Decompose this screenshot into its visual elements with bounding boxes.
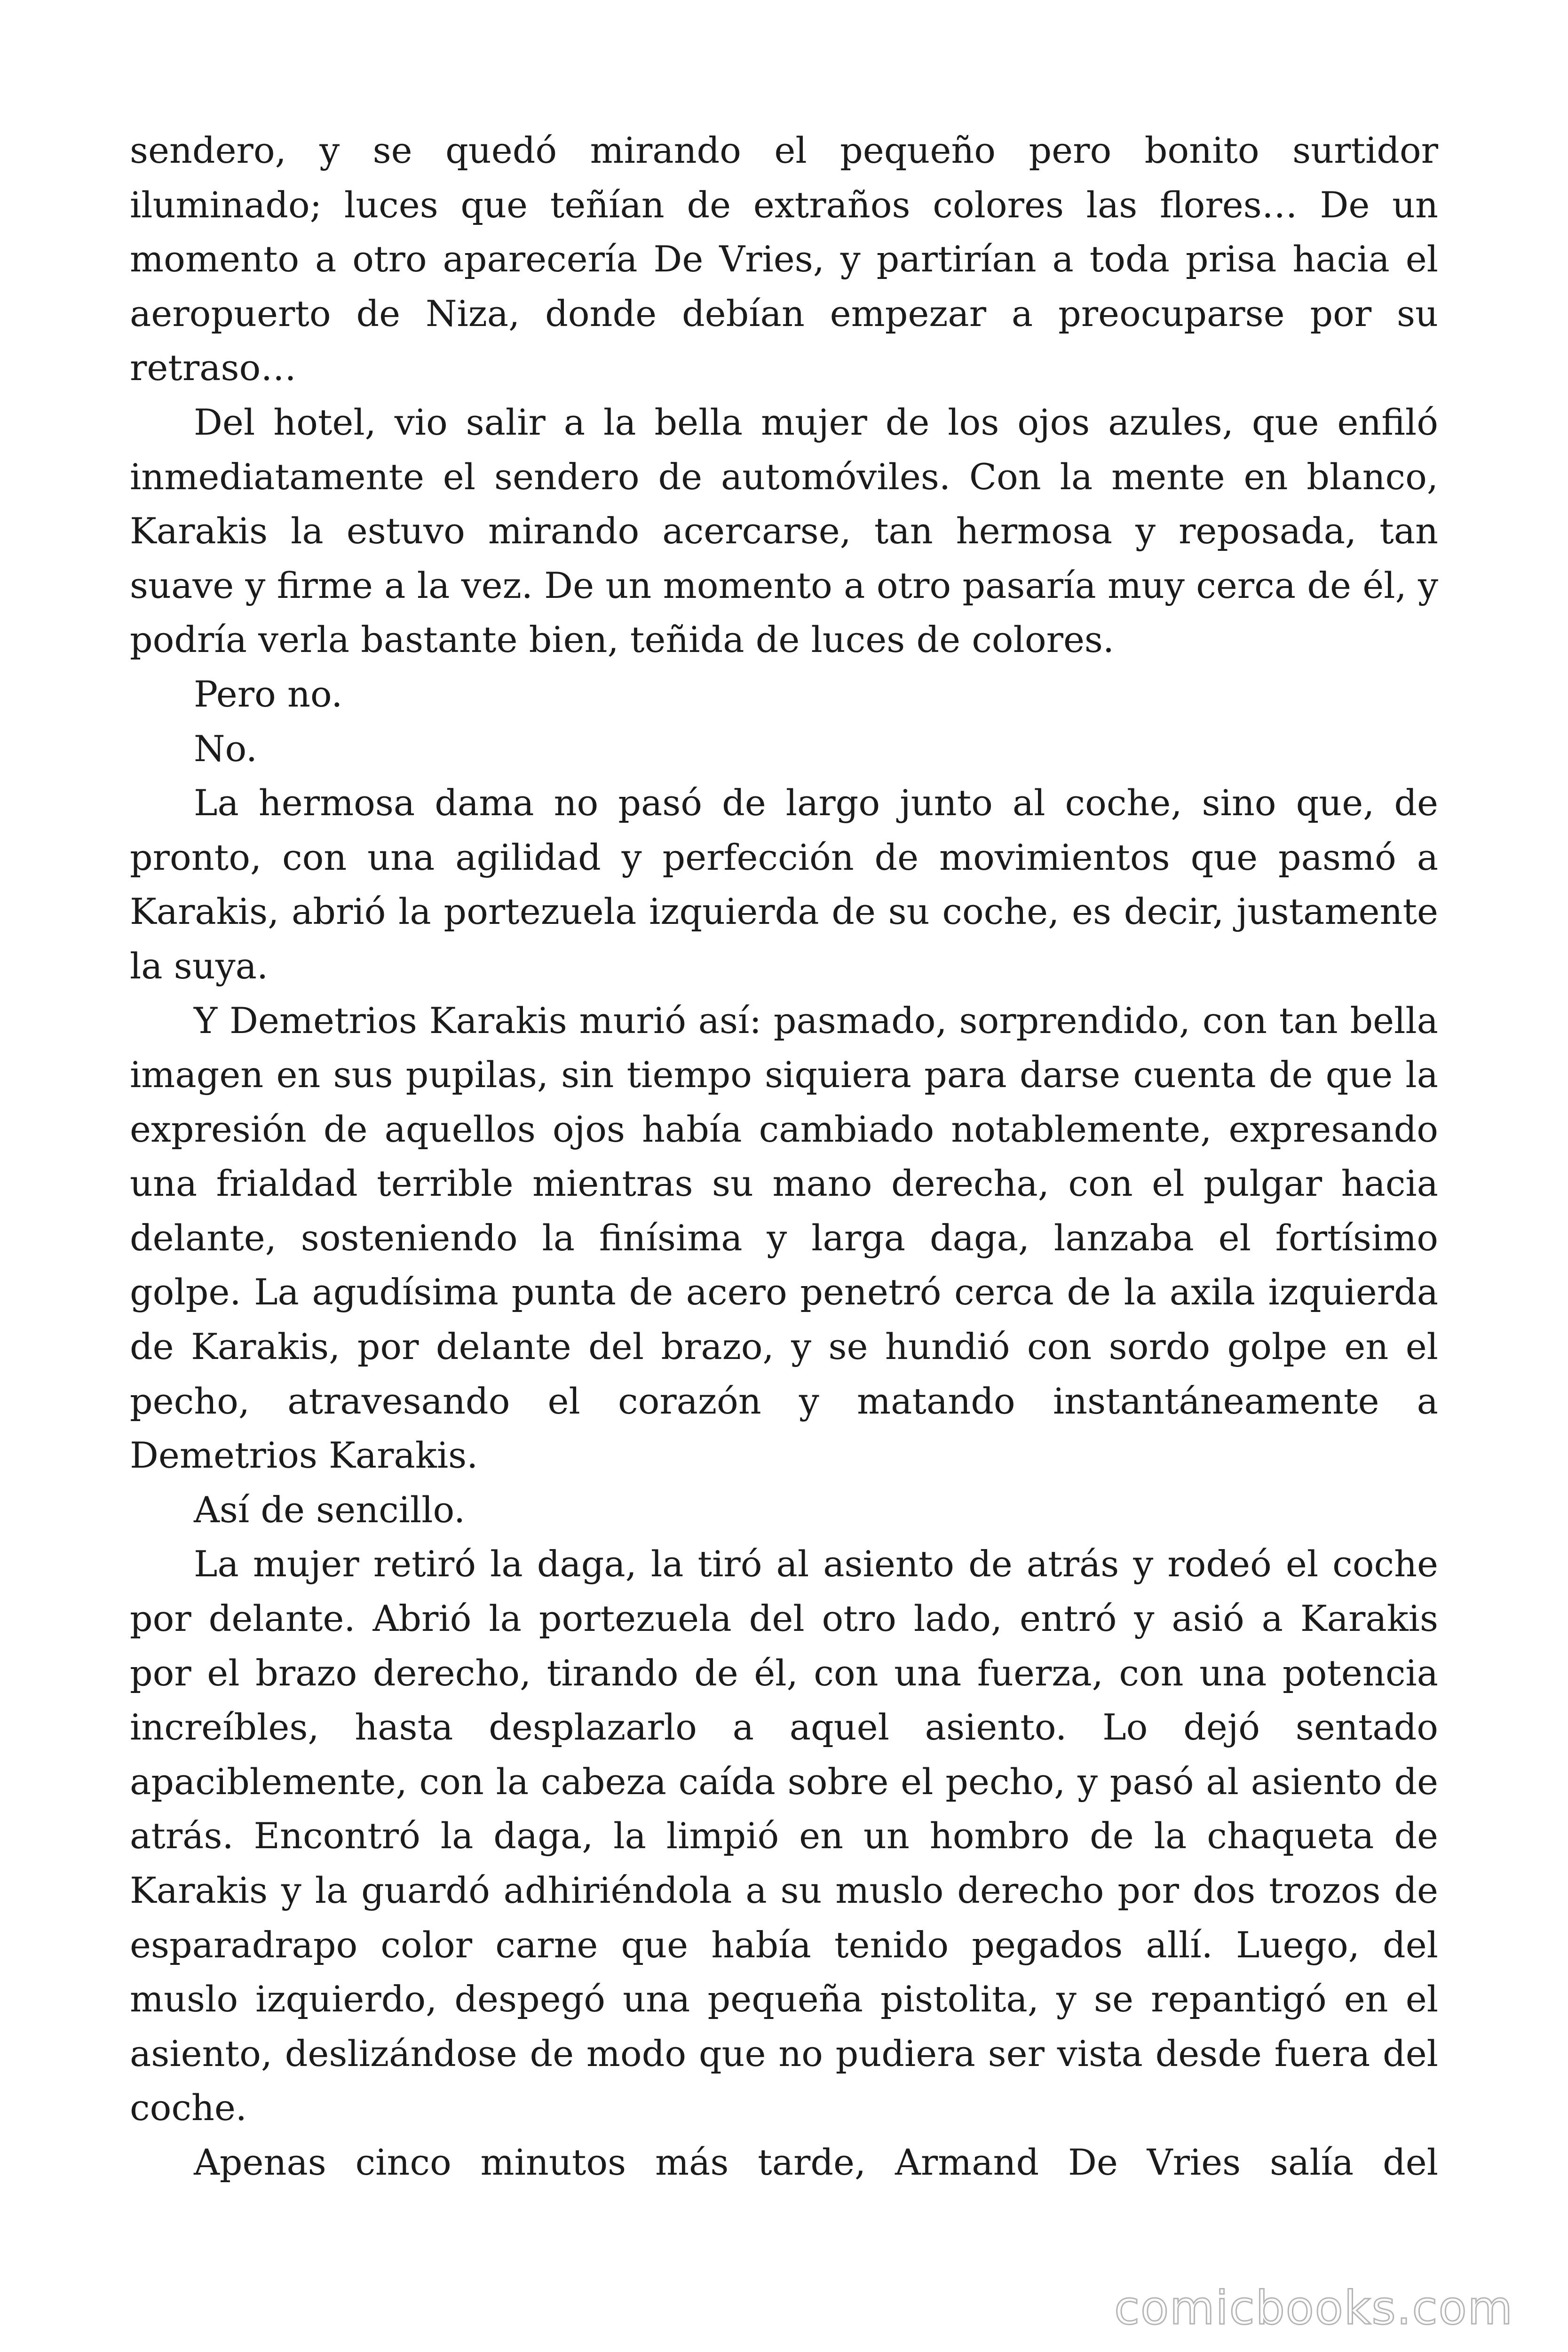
paragraph-4: No.	[194, 727, 258, 770]
paragraph-3: Pero no.	[194, 673, 343, 715]
paragraph-6: Y Demetrios Karakis murió así: pasmado, sorprendido, con tan bella imagen en sus pupilas, sin tiempo siquiera para darse cuenta de que la expresión de aquellos ojos había cambiado notablemente, expresando una frialdad terrible mientras su mano derecha, con el pulgar hacia delante, sosteniendo la finísima y larga daga, lanzaba el fortísimo golpe. La agudísima punta de acero penetró cerca de la axila izquierda de Karakis, por delante del brazo, y se hundió con sordo golpe en el pecho, atravesando el corazón y matando instantáneamente a Demetrios Karakis.	[130, 999, 1438, 1477]
paragraph-9: Apenas cinco minutos más tarde, Armand De Vries salía del	[194, 2141, 1438, 2183]
paragraph-7: Así de sencillo.	[194, 1488, 466, 1531]
paragraph-2: Del hotel, vio salir a la bella mujer de los ojos azules, que enfiló inmediatamente el sendero de automóviles. Con la mente en blanco, Karakis la estuvo mirando acercarse, tan hermosa y reposada, tan suave y firme a la vez. De un momento a otro pasaría muy cerca de él, y podría verla bastante bien, teñida de luces de colores.	[130, 401, 1438, 661]
paragraph-5: La hermosa dama no pasó de largo junto al coche, sino que, de pronto, con una agilidad y perfección de movimientos que pasmó a Karakis, abrió la portezuela izquierda de su coche, es decir, justamente la suya.	[130, 782, 1438, 987]
paragraph-8: La mujer retiró la daga, la tiró al asiento de atrás y rodeó el coche por delante. Abrió la portezuela del otro lado, entró y asió a Karakis por el brazo derecho, tirando de él, con una fuerza, con una potencia increíbles, hasta desplazarlo a aquel asiento. Lo dejó sentado apaciblemente, con la cabeza caída sobre el pecho, y pasó al asiento de atrás. Encontró la daga, la limpió en un hombro de la chaqueta de Karakis y la guardó adhiriéndola a su muslo derecho por dos trozos de esparadrapo color carne que había tenido pegados allí. Luego, del muslo izquierdo, despegó una pequeña pistolita, y se repantigó en el asiento, deslizándose de modo que no pudiera ser vista desde fuera del coche.	[130, 1543, 1438, 2129]
watermark-logo: comicbooks.com	[1114, 2281, 1513, 2335]
body-text	[130, 123, 1438, 2190]
paragraph-1: sendero, y se quedó mirando el pequeño pero bonito surtidor iluminado; luces que teñían de extraños colores las flores… De un momento a otro aparecería De Vries, y partirían a toda prisa hacia el aeropuerto de Niza, donde debían empezar a preocuparse por su retraso…	[130, 129, 1438, 389]
